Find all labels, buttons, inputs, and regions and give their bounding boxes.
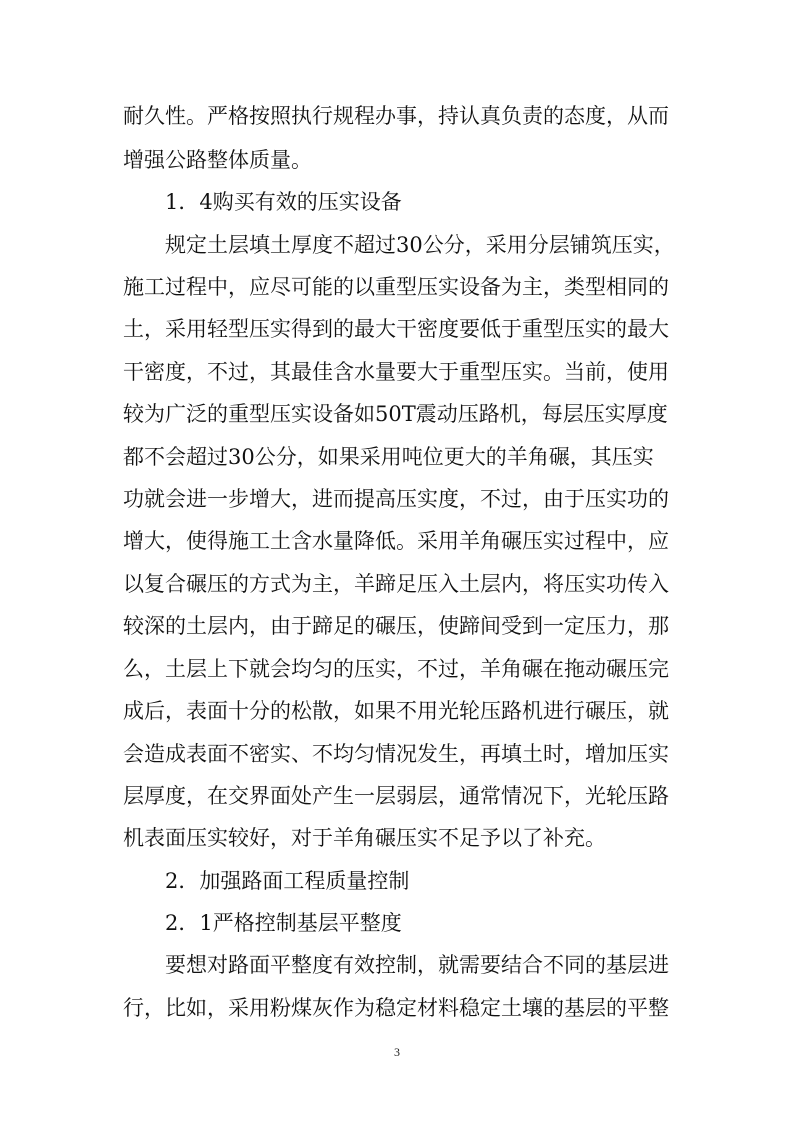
text-line: 干密度，不过，其最佳含水量要大于重型压实。当前，使用 — [123, 360, 669, 384]
section-heading: 2．加强路面工程质量控制 — [165, 869, 410, 893]
text-line: 较为广泛的重型压实设备如50T震动压路机，每层压实厚度 — [123, 402, 668, 426]
section-heading: 2．1严格控制基层平整度 — [165, 911, 402, 935]
text-line: 施工过程中，应尽可能的以重型压实设备为主，类型相同的 — [123, 275, 669, 299]
text-line: 都不会超过30公分，如果采用吨位更大的羊角碾，其压实 — [123, 445, 654, 469]
text-line: 么，土层上下就会均匀的压实，不过，羊角碾在拖动碾压完 — [123, 657, 669, 681]
text-line: 土，采用轻型压实得到的最大干密度要低于重型压实的最大 — [123, 317, 669, 341]
section-heading: 1．4购买有效的压实设备 — [165, 190, 402, 214]
text-line: 层厚度，在交界面处产生一层弱层，通常情况下，光轮压路 — [123, 784, 669, 808]
text-line: 会造成表面不密实、不均匀情况发生，再填土时，增加压实 — [123, 742, 669, 766]
text-line: 增强公路整体质量。 — [123, 148, 312, 172]
text-line: 以复合碾压的方式为主，羊蹄足压入土层内，将压实功传入 — [123, 572, 669, 596]
text-line: 增大，使得施工土含水量降低。采用羊角碾压实过程中，应 — [123, 529, 669, 553]
text-line: 要想对路面平整度有效控制，就需要结合不同的基层进 — [165, 953, 669, 977]
text-line: 较深的土层内，由于蹄足的碾压，使蹄间受到一定压力，那 — [123, 614, 669, 638]
text-line: 耐久性。严格按照执行规程办事，持认真负责的态度，从而 — [123, 104, 669, 128]
text-line: 规定土层填土厚度不超过30公分，采用分层铺筑压实， — [165, 233, 675, 257]
text-line: 成后，表面十分的松散，如果不用光轮压路机进行碾压，就 — [123, 699, 669, 723]
page-number: 3 — [394, 1045, 400, 1059]
text-line: 机表面压实较好，对于羊角碾压实不足予以了补充。 — [123, 826, 606, 850]
text-line: 功就会进一步增大，进而提高压实度，不过，由于压实功的 — [123, 487, 669, 511]
text-line: 行，比如，采用粉煤灰作为稳定材料稳定土壤的基层的平整 — [123, 996, 669, 1020]
